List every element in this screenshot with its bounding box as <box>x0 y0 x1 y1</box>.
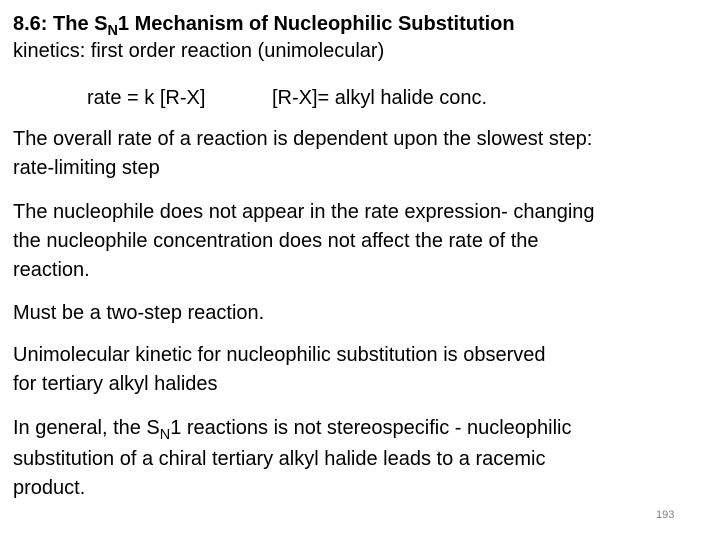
paragraph-line: The overall rate of a reaction is dependent upon the slowest step: <box>13 128 593 150</box>
kinetics-line: kinetics: first order reaction (unimolecular) <box>13 40 385 62</box>
paragraph-two-step <box>13 299 713 328</box>
paragraph-line: for tertiary alkyl halides <box>13 373 218 395</box>
paragraph-line <box>13 414 713 445</box>
paragraph-line: reaction. <box>13 259 90 281</box>
paragraph-line: Unimolecular kinetic for nucleophilic substitution is observed <box>13 344 546 366</box>
paragraph-rate-limiting <box>13 125 713 183</box>
title-subscript: N <box>107 22 118 39</box>
rate-equation: rate = k [R-X] <box>87 87 206 109</box>
rate-definition: [R-X]= alkyl halide conc. <box>272 87 488 109</box>
page-number: 193 <box>656 509 675 521</box>
paragraph-line: product. <box>13 477 86 499</box>
paragraph-line: rate-limiting step <box>13 157 160 179</box>
paragraph-nucleophile <box>13 198 713 285</box>
title-suffix: 1 Mechanism of Nucleophilic Substitution <box>117 13 515 35</box>
sn-subscript: N <box>159 426 171 443</box>
paragraph-stereospecific <box>13 414 713 503</box>
paragraph-line: The nucleophile does not appear in the rate expression- changing <box>13 201 595 223</box>
slide-title <box>13 12 515 39</box>
title-prefix: 8.6: The S <box>13 13 108 35</box>
paragraph-line: the nucleophile concentration does not affect the rate of the <box>13 230 539 252</box>
line-prefix: In general, the S <box>13 417 160 439</box>
paragraph-unimolecular <box>13 341 713 399</box>
paragraph-line: Must be a two-step reaction. <box>13 302 265 324</box>
paragraph-line: substitution of a chiral tertiary alkyl halide leads to a racemic <box>13 448 546 470</box>
line-suffix: 1 reactions is not stereospecific - nucleophilic <box>170 417 572 439</box>
